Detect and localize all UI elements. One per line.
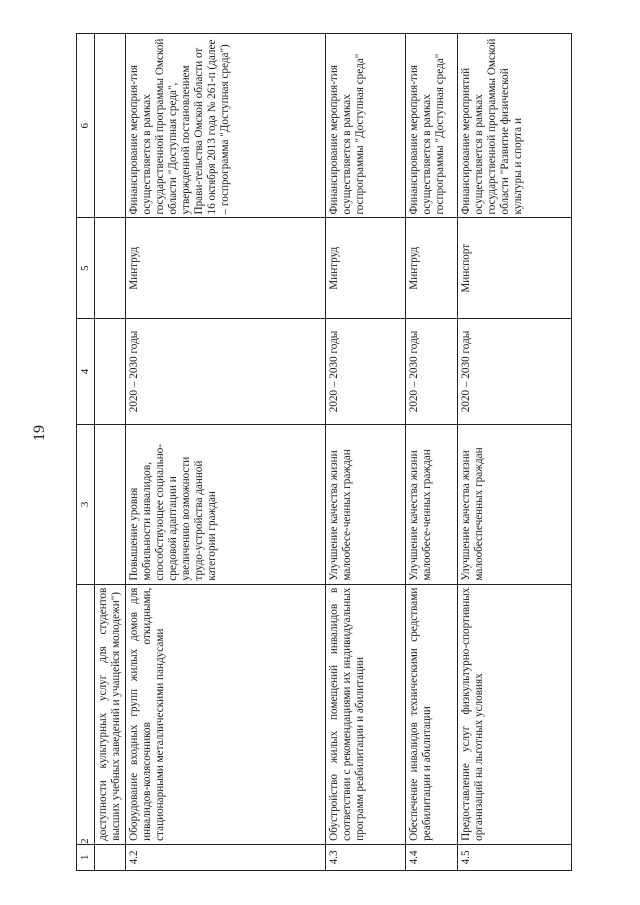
table-row [125,34,325,871]
empty-cell [95,424,126,584]
financing-cell: Финансирование мероприя-тия осуществляется в рамках госпрограммы "Доступная среда" [325,34,405,219]
financing-cell: Финансирование мероприя-тия осуществляется в рамках государственной программы Омской области "Доступная среда", утвержденной постановлением Прави-тельства Омской области от 16 октября 2013 года № 261-п (далее – госпрограмма "Доступная среда") [125,34,325,219]
header-cell: 5 [77,218,95,318]
empty-cell [95,34,126,219]
financing-cell: Финансирование мероприятий осуществляется в рамках государственной программы Омской области "Развитие физической культуры и спорта и [457,34,571,219]
empty-cell [95,318,126,424]
result-cell: Улучшение качества жизни малообеспеченных граждан [457,424,571,584]
header-cell: 2 [77,584,95,844]
executor-cell: Минтруд [325,218,405,318]
period-cell: 2020 – 2030 годы [457,318,571,424]
row-number: 4.3 [325,844,405,870]
table-row [457,34,571,871]
events-table [76,33,572,871]
event-cell: Обеспечение инвалидов техническими средствами реабилитации и абилитации [405,584,457,844]
executor-cell: Минспорт [457,218,571,318]
header-row [77,34,95,871]
result-cell: Повышение уровня мобильности инвалидов, способствующее социально-средовой адаптации и увеличению возможности трудо-устройства данной категории граждан [125,424,325,584]
event-cell: Предоставление услуг физкультурно-спортивных организаций на льготных условиях [457,584,571,844]
header-cell: 4 [77,318,95,424]
header-cell: 1 [77,844,95,870]
row-number-cell [95,844,126,870]
period-cell: 2020 – 2030 годы [125,318,325,424]
row-number: 4.4 [405,844,457,870]
row-number: 4.2 [125,844,325,870]
header-cell: 3 [77,424,95,584]
row-number: 4.5 [457,844,571,870]
period-cell: 2020 – 2030 годы [405,318,457,424]
result-cell: Улучшение качества жизни малообесе-ченных граждан [325,424,405,584]
result-cell: Улучшение качества жизни малообесе-ченных граждан [405,424,457,584]
executor-cell: Минтруд [125,218,325,318]
table-row [405,34,457,871]
table-row [325,34,405,871]
continuation-text: доступности культурных услуг для студентов высших учебных заведений и учащейся молодежи") [95,584,126,844]
rotated-table-container [76,33,572,871]
empty-cell [95,218,126,318]
continuation-row [95,34,126,871]
financing-cell: Финансирование мероприя-тия осуществляется в рамках госпрограммы "Доступная среда" [405,34,457,219]
page-number: 19 [31,425,48,441]
executor-cell: Минтруд [405,218,457,318]
event-cell: Оборудование входных групп жилых домов для инвалидов-колясочников откидными, стационарными металлическими пандусами [125,584,325,844]
event-cell: Обустройство жилых помещений инвалидов в соответствии с рекомендациями их индивидуальных программ реабилитации и абилитации [325,584,405,844]
header-cell: 6 [77,34,95,219]
period-cell: 2020 – 2030 годы [325,318,405,424]
